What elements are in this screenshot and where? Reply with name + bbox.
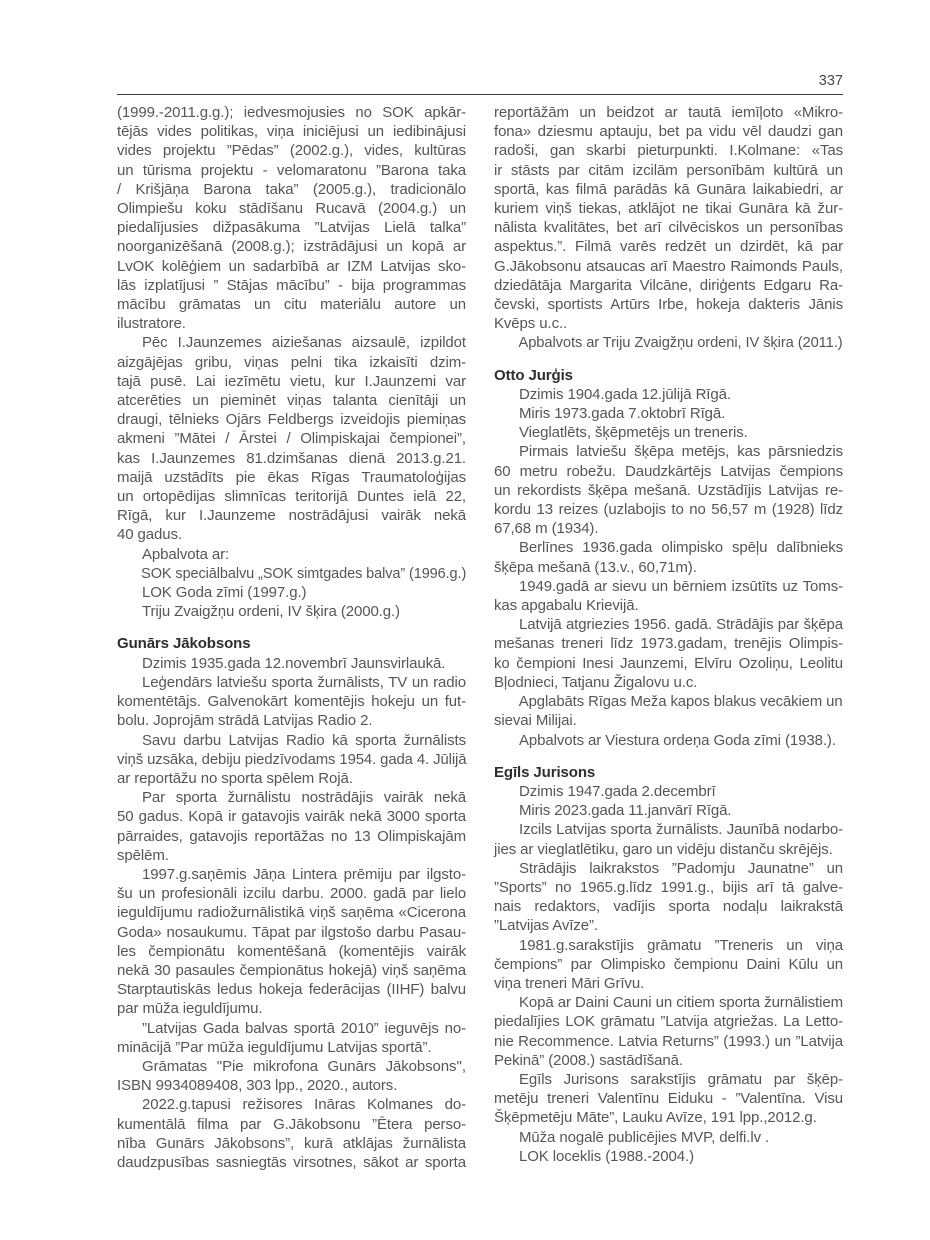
text-line: daudzpusības sasniegtās virsotnes, sākot ar sporta	[117, 1153, 466, 1171]
page-number: 337	[818, 73, 843, 89]
text-line: Pēc I.Jaunzemes aiziešanas aizsaulē, izpildot	[142, 334, 466, 352]
text-line: maijā uzstādīts pie ēkas Rīgas Traumatoloģijas	[117, 468, 466, 486]
text-line: Bļodnieci, Tatjanu Žigalovu u.c.	[494, 673, 698, 691]
text-line: Miris 1973.gada 7.oktobrī Rīgā.	[519, 405, 726, 423]
paragraph	[494, 333, 843, 352]
paragraph	[117, 1019, 466, 1057]
text-line: piedalījies LOK grāmatu ”Latvija atgriežas. La Letto-	[494, 1013, 843, 1031]
left-column	[117, 103, 466, 1172]
text-line: LvOK kolēģiem un sadarbībā ar IZM Latvijas sko-	[117, 257, 466, 275]
paragraph	[494, 423, 843, 442]
text-line: aizgājējas gribu, viņas pelni tika izkaisīti dzim-	[117, 353, 466, 371]
text-line: vides projektu ”Pēdas” (2002.g.), vides, kultūras	[117, 142, 466, 160]
text-line: tajā pusē. Lai iezīmētu vietu, kur I.Jaunzemi var	[117, 372, 466, 390]
text-line: sportā, kas filmā parādās kā Gunāra laikabiedri, ar	[494, 180, 843, 198]
right-column	[494, 103, 843, 1172]
section-heading: Otto Jurģis	[494, 366, 573, 384]
text-line: Mūža nogalē publicējies MVP, delfi.lv .	[519, 1128, 770, 1146]
text-line: Apbalvots ar Viestura ordeņa Goda zīmi (1938.).	[519, 731, 836, 749]
text-line: Goda» nosaukumu. Tāpat par ilgstošo darbu Pasau-	[117, 923, 466, 941]
text-line: Dzimis 1935.gada 12.novembrī Jaunsvirlaukā.	[142, 654, 446, 672]
text-line: Rīgā, kur I.Jaunzeme nostrādājusi vairāk nekā	[117, 507, 466, 525]
text-line: piedalījusies dižpasākuma ”Latvijas Lielā talka”	[117, 219, 466, 237]
text-line: tējās vides politikas, viņa iniciējusi un iedibinājusi	[117, 123, 466, 141]
text-line: LOK Goda zīmi (1997.g.)	[142, 584, 307, 602]
text-line: ar reportāžu no sporta spēlem Rojā.	[117, 769, 353, 787]
text-line: Olimpiešu koku stādīšanu Rucavā (2004.g.) un	[117, 200, 466, 218]
paragraph	[117, 103, 466, 333]
text-line: / Krišjāņa Barona taka” (2005.g.), tradicionālo	[117, 180, 466, 198]
text-line: 67,68 m (1934).	[494, 520, 599, 538]
text-line: aspektus.”. Filmā varēs redzēt un dzirdēt, kā par	[494, 238, 843, 256]
text-line: kuriem viņš tiekas, atklājot ne tikai Gunāra kā žur-	[494, 200, 843, 218]
text-line: akmeni ”Mātei / Ārstei / Olimpiskajai čempionei”,	[117, 430, 466, 448]
text-line: Dzimis 1947.gada 2.decembrī	[519, 782, 716, 800]
text-line: 60 metru robežu. Daudzkārtējs Latvijas čempions	[494, 462, 843, 480]
paragraph	[494, 820, 843, 858]
text-line: 40 gadus.	[117, 526, 182, 544]
text-line: kumentālā filma par G.Jākobsonu ”Ētera perso-	[117, 1115, 466, 1133]
paragraph	[494, 801, 843, 820]
text-line: Apbalvota ar:	[142, 545, 230, 563]
text-line: Apglabāts Rīgas Meža kapos blakus vecākiem un	[518, 693, 843, 711]
header-rule	[117, 94, 843, 95]
paragraph	[494, 692, 843, 730]
text-line: Strādājis laikrakstos ”Padomju Jaunatne” un	[519, 859, 843, 877]
text-line: bolu. Joprojām strādā Latvijas Radio 2.	[117, 712, 373, 730]
text-line: sievai Milijai.	[494, 712, 577, 730]
text-line: Berlīnes 1936.gada olimpisko spēļu dalībnieks	[519, 539, 843, 557]
text-line: les čempionātu komentēšanā (komentējis vairāk	[117, 942, 466, 960]
text-line: Dzimis 1904.gada 12.jūlijā Rīgā.	[519, 385, 731, 403]
text-line: un rekordists šķēpa mešanā. Uzstādījis Latvijas re-	[494, 481, 843, 499]
text-line: nais redaktors, vadījis sporta nodaļu laikrakstā	[494, 898, 843, 916]
text-line: G.Jākobsonu atsaucas arī Maestro Raimonds Pauls,	[494, 257, 843, 275]
text-line: LOK loceklis (1988.-2004.)	[519, 1147, 694, 1165]
text-line: ir stāsts par citām izcilām personībām kultūrā un	[494, 161, 843, 179]
text-line: nie Recommence. Latvia Returns” (1993.) un ”Latvija	[494, 1032, 843, 1050]
paragraph	[494, 1128, 843, 1147]
text-line: čevski, sportists Artūrs Irbe, hokeja dakteris Jānis	[494, 296, 843, 314]
paragraph	[494, 615, 843, 692]
text-line: ieguldījumu radiožurnālistikā viņš saņēma «Cicerona	[117, 904, 466, 922]
text-line: par mūža ieguldījumu.	[117, 1000, 263, 1018]
paragraph	[117, 1057, 466, 1095]
paragraph	[117, 1095, 466, 1172]
paragraph	[117, 654, 466, 673]
text-line: un tūrisma projektu - velomaratonu ”Barona taka	[117, 161, 466, 179]
paragraph	[117, 333, 466, 544]
text-line: mācību grāmatas un citu materiālu autore un	[117, 296, 466, 314]
text-line: nekā 30 pasaules čempionātus hokejā) viņš saņēma	[117, 961, 466, 979]
text-line: noorganizēšanā (2008.g.); izstrādājusi un kopā ar	[117, 238, 466, 256]
paragraph	[494, 936, 843, 994]
paragraph	[494, 859, 843, 936]
text-line: SOK speciālbalvu „SOK simtgades balva” (1996.g.)	[141, 564, 467, 582]
text-line: (1999.-2011.g.g.); iedvesmojusies no SOK apkār-	[117, 104, 466, 121]
text-line: ISBN 9934089408, 303 lpp., 2020., autors.	[117, 1077, 398, 1095]
paragraph	[494, 442, 843, 538]
text-line: ”Latvijas Gada balvas sportā 2010” ieguvējs no-	[142, 1019, 466, 1037]
paragraph	[494, 993, 843, 1070]
paragraph	[117, 865, 466, 1019]
paragraph	[117, 583, 466, 602]
text-line: ”Sports” no 1965.g.līdz 1991.g., bijis arī tā galve-	[494, 878, 843, 896]
text-line: Savu darbu Latvijas Radio kā sporta žurnālists	[142, 731, 466, 749]
text-line: ”Latvijas Avīze”.	[494, 917, 598, 935]
text-line: 1997.g.saņēmis Jāņa Lintera prēmiju par ilgsto-	[142, 865, 466, 883]
text-line: Grāmatas ''Pie mikrofona Gunārs Jākobsons'',	[142, 1057, 466, 1075]
text-line: dziedātāja Margarita Vilcāne, diriģents Edgaru Ra-	[494, 276, 843, 294]
text-line: Kopā ar Daini Cauni un citiem sporta žurnālistiem	[519, 994, 843, 1012]
paragraph	[494, 731, 843, 750]
text-line: kordu 13 reizes (uzlabojis to no 56,57 m (1928) līdz	[494, 501, 843, 519]
paragraph	[494, 103, 843, 333]
text-line: Par sporta žurnālistu nostrādājis vairāk nekā	[142, 789, 466, 807]
text-line: Triju Zvaigžņu ordeni, IV šķira (2000.g.)	[142, 603, 400, 621]
text-line: radoši, gan skarbi pieturpunkti. I.Kolmane: «Tas	[494, 142, 843, 160]
text-line: mešanas treneri līdz 1973.gadam, trenējis Olimpis-	[494, 635, 843, 653]
text-line: Miris 2023.gada 11.janvārī Rīgā.	[519, 802, 732, 820]
text-line: un ortopēdijas slimnīcas teritorijā Duntes ielā 22,	[117, 488, 466, 506]
text-line: jies ar vieglatlētiku, garo un vidēju distanču skrējējs.	[494, 840, 833, 858]
text-line: komentētājs. Galvenokārt komentējis hokeju un fut-	[117, 693, 466, 711]
text-line: Apbalvots ar Triju Zvaigžņu ordeni, IV šķira (2011.)	[518, 334, 843, 352]
paragraph	[117, 545, 466, 564]
text-line: 2022.g.tapusi režisores Ināras Kolmanes do-	[142, 1096, 466, 1114]
paragraph	[494, 577, 843, 615]
paragraph	[494, 1147, 843, 1166]
text-line: Latvijā atgriezies 1956. gadā. Strādājis par šķēpa	[519, 616, 843, 634]
paragraph	[117, 673, 466, 731]
text-line: 1949.gadā ar sievu un bērniem izsūtīts uz Toms-	[519, 577, 843, 595]
paragraph	[494, 782, 843, 801]
text-line: nālista kvalitātes, bet arī cilvēciskos un personības	[494, 219, 843, 237]
text-line: spēlēm.	[117, 846, 169, 864]
text-line: Starptautiskās ledus hokeja federācijas (IIHF) balvu	[117, 981, 466, 999]
text-line: kas apgabalu Krievijā.	[494, 597, 639, 615]
text-line: atcerēties un pieminēt viņas talanta cienītāji un	[117, 392, 466, 410]
text-line: Pekinā” (2008.) sastādīšanā.	[494, 1051, 683, 1069]
text-line: minācijā ”Par mūža ieguldījumu Latvijas sportā”.	[117, 1038, 432, 1056]
text-line: Vieglatlēts, šķēpmetējs un treneris.	[519, 424, 748, 442]
paragraph	[494, 1070, 843, 1128]
two-column-text	[117, 103, 843, 1172]
text-line: šķēpa mešanā (13.v., 60,71m).	[494, 558, 697, 576]
text-line: nība Gunārs Jākobsons”, kurā atklājas žurnālista	[117, 1134, 466, 1152]
text-line: Egīls Jurisons sarakstījis grāmatu par šķēp-	[519, 1070, 843, 1088]
text-line: lās izplatījusi ” Stājas mācību” - bija programmas	[117, 276, 466, 294]
text-line: Kvēps u.c..	[494, 315, 568, 333]
paragraph	[494, 404, 843, 423]
text-line: Pirmais latviešu šķēpa metējs, kas pārsniedzis	[519, 443, 843, 461]
text-line: reportāžām un beidzot ar tautā iemīļoto «Mikro-	[494, 104, 843, 121]
paragraph	[117, 564, 466, 583]
paragraph	[494, 385, 843, 404]
text-line: fona» dziesmu aptauju, bet pa vidu vēl daudzi gan	[494, 123, 843, 141]
text-line: viņš uzsāka, debiju piedzīvodams 1954. gada 4. Jūlijā	[117, 750, 467, 768]
text-line: Leģendārs latviešu sporta žurnālists, TV un radio	[142, 673, 466, 691]
text-line: pārraides, gatavojis reportāžas no 13 Olimpiskajām	[117, 827, 466, 845]
paragraph	[494, 538, 843, 576]
paragraph	[117, 731, 466, 789]
text-line: viņa treneri Māri Grīvu.	[494, 974, 645, 992]
text-line: čempions” par Olimpisko čempionu Daini Kūlu un	[494, 955, 843, 973]
paragraph	[117, 788, 466, 865]
paragraph	[117, 602, 466, 621]
text-line: metēju treneri Valentīnu Eiduku - ”Valentīna. Visu	[494, 1090, 843, 1108]
text-line: 50 gadus. Kopā ir gatavojis vairāk nekā 3000 sporta	[117, 808, 466, 826]
text-line: šu un profesionāli izcilu darbu. 2000. gadā par lielo	[117, 885, 466, 903]
text-line: kas I.Jaunzemes 81.dzimšanas dienā 2013.g.21.	[117, 449, 466, 467]
text-line: ilustratore.	[117, 315, 186, 333]
text-line: Šķēpmetēju Māte”, Lauku Avīze, 191 lpp.,2012.g.	[494, 1109, 817, 1127]
text-line: draugi, tēlnieks Ojārs Feldbergs izveidojis piemiņas	[117, 411, 466, 429]
text-line: ko čempioni Inesi Jaunzemi, Elvīru Ozoliņu, Leolitu	[494, 654, 843, 672]
section-heading: Egīls Jurisons	[494, 763, 596, 781]
text-line: Izcils Latvijas sporta žurnālists. Jaunībā nodarbo-	[519, 821, 843, 839]
section-heading: Gunārs Jākobsons	[117, 635, 251, 653]
text-line: 1981.g.sarakstījis grāmatu ”Treneris un viņa	[519, 936, 843, 954]
